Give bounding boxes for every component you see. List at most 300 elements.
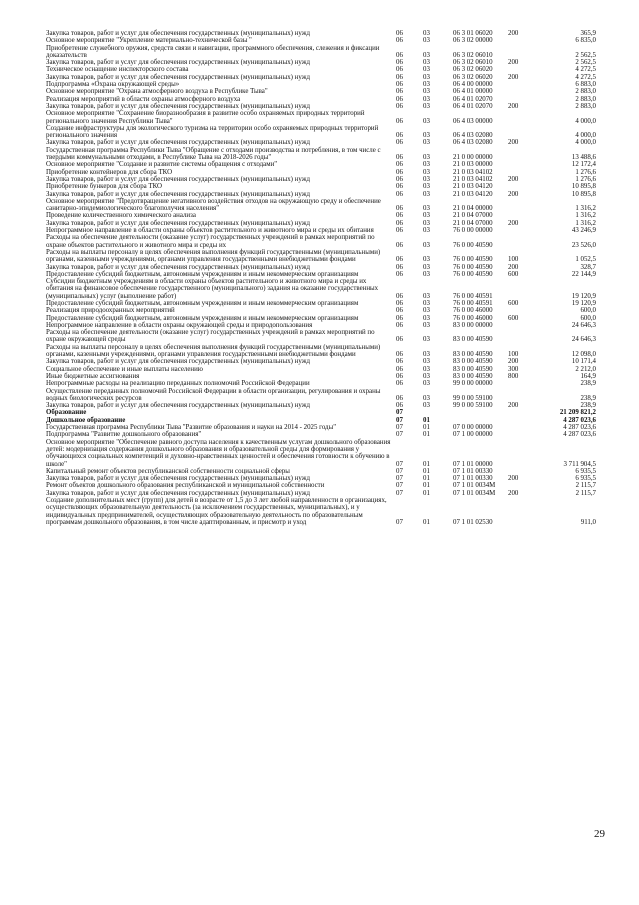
- expense-type-code: 200: [508, 489, 519, 497]
- row-name: Закупка товаров, работ и услуг для обеспечения государственных (муниципальных) нужд: [46, 73, 310, 81]
- subsection-code: 03: [423, 205, 430, 213]
- section-code: 06: [396, 102, 403, 110]
- table-row: [0, 366, 639, 373]
- amount: 10 171,4: [571, 358, 596, 366]
- subsection-code: 01: [423, 416, 430, 424]
- expense-type-code: 200: [508, 190, 519, 198]
- target-article-code: 99 0 00 59100: [453, 394, 493, 402]
- target-article-code: 76 0 00 40590: [453, 256, 493, 264]
- subsection-code: 03: [423, 88, 430, 96]
- table-row: [0, 300, 639, 307]
- target-article-code: 07 1 00 00000: [453, 431, 493, 439]
- amount: 4 287 023,6: [563, 416, 596, 424]
- row-name: Приобретение служебного оружия, средств связи и навигации, программного обеспечения, слежения и фиксации доказательств: [46, 44, 380, 59]
- target-article-code: 76 0 00 46000: [453, 314, 493, 322]
- table-row: [0, 497, 639, 526]
- row-name: Непрограммное направление в области охраны окружающей среды и природопользования: [46, 321, 313, 329]
- table-row: [0, 475, 639, 482]
- row-name: Основное мероприятие "Охрана атмосферного воздуха в Республике Тыва": [46, 88, 268, 96]
- target-article-code: 07 0 00 00000: [453, 424, 493, 432]
- subsection-code: 03: [423, 365, 430, 373]
- section-code: 06: [396, 299, 403, 307]
- target-article-code: 76 0 00 40590: [453, 263, 493, 271]
- section-code: 07: [396, 518, 403, 526]
- budget-table: [0, 30, 639, 526]
- amount: 21 209 821,2: [559, 409, 596, 417]
- table-row: [0, 176, 639, 183]
- amount: 22 144,9: [571, 270, 596, 278]
- row-name: Образование: [46, 409, 87, 417]
- amount: 10 895,8: [571, 190, 596, 198]
- amount: 19 120,9: [571, 292, 596, 300]
- target-article-code: 07 1 01 02530: [453, 518, 493, 526]
- subsection-code: 03: [423, 241, 430, 249]
- section-code: 06: [396, 241, 403, 249]
- table-row: [0, 409, 639, 416]
- row-name: Закупка товаров, работ и услуг для обеспечения государственных (муниципальных) нужд: [46, 175, 310, 183]
- amount: 2 115,7: [575, 489, 596, 497]
- target-article-code: 06 3 02 06020: [453, 66, 493, 74]
- amount: 4 000,0: [575, 139, 596, 147]
- section-code: 06: [396, 270, 403, 278]
- amount: 164,9: [580, 372, 596, 380]
- table-row: [0, 234, 639, 249]
- subsection-code: 03: [423, 66, 430, 74]
- row-name: Государственная программа Республики Тыва "Развитие образования и науки на 2014 - 2025 годы": [46, 424, 337, 432]
- table-row: [0, 468, 639, 475]
- section-code: 06: [396, 161, 403, 169]
- section-code: 07: [396, 424, 403, 432]
- table-row: [0, 96, 639, 103]
- target-article-code: 06 4 01 02070: [453, 95, 493, 103]
- amount: 1 316,2: [575, 205, 596, 213]
- target-article-code: 83 0 00 40590: [453, 358, 493, 366]
- row-name: Расходы на обеспечение деятельности (оказание услуг) государственных учреждений в рамках мероприятий по охране объектов растительного и животного мира и среды их: [46, 234, 375, 249]
- row-name: Государственная программа Республики Тыва "Обращение с отходами производства и потребления, в том числе с твердыми коммунальными отходами, в Республике Тыва на 2018-2026 годы": [46, 146, 381, 162]
- target-article-code: 07 1 01 00330: [453, 475, 493, 483]
- row-name: Закупка товаров, работ и услуг для обеспечения государственных (муниципальных) нужд: [46, 475, 310, 483]
- amount: 1 276,6: [575, 175, 596, 183]
- expense-type-code: 300: [508, 365, 519, 373]
- amount: 43 246,9: [571, 227, 596, 235]
- target-article-code: 76 0 00 40590: [453, 270, 493, 278]
- section-code: 06: [396, 292, 403, 300]
- row-name: Реализация природоохранных мероприятий: [46, 307, 175, 315]
- amount: 2 115,7: [575, 482, 596, 490]
- target-article-code: 06 4 01 02070: [453, 102, 493, 110]
- row-name: Создание дополнительных мест (групп) для детей в возрасте от 1,5 до 3 лет любой направленности в организациях, осуществляющих образовательную деятельность (за исключением государственных, муниципальных), и у индивидуальных предпринимателей, осуществляющих образовательную деятельность по образовательным программам дошкольного образования, в том числе адаптированным, и присмотр и уход: [46, 497, 387, 526]
- subsection-code: 03: [423, 190, 430, 198]
- row-name: Расходы на выплаты персоналу в целях обеспечения выполнения функций государственными (муниципальными) органами, казенными учреждениями, органами управления государственными внебюджетными фондами: [46, 343, 381, 359]
- subsection-code: 01: [423, 518, 430, 526]
- amount: 1 276,6: [575, 168, 596, 176]
- amount: 911,0: [580, 518, 596, 526]
- target-article-code: 83 0 00 40590: [453, 336, 493, 344]
- section-code: 07: [396, 431, 403, 439]
- expense-type-code: 200: [508, 175, 519, 183]
- subsection-code: 03: [423, 154, 430, 162]
- subsection-code: 03: [423, 117, 430, 125]
- row-name: Закупка товаров, работ и услуг для обеспечения государственных (муниципальных) нужд: [46, 190, 310, 198]
- amount: 2 883,0: [575, 102, 596, 110]
- target-article-code: 06 4 03 02080: [453, 139, 493, 147]
- section-code: 06: [396, 132, 403, 140]
- row-name: Закупка товаров, работ и услуг для обеспечения государственных (муниципальных) нужд: [46, 59, 310, 67]
- subsection-code: 03: [423, 227, 430, 235]
- expense-type-code: 200: [508, 358, 519, 366]
- amount: 12 098,0: [571, 351, 596, 359]
- target-article-code: 21 0 03 04102: [453, 168, 493, 176]
- section-code: 06: [396, 183, 403, 191]
- table-row: [0, 264, 639, 271]
- subsection-code: 03: [423, 321, 430, 329]
- target-article-code: 07 1 01 00000: [453, 460, 493, 468]
- table-row: [0, 183, 639, 190]
- amount: 3 711 904,5: [563, 460, 596, 468]
- section-code: 06: [396, 59, 403, 67]
- table-row: [0, 74, 639, 81]
- table-row: [0, 30, 639, 37]
- subsection-code: 03: [423, 307, 430, 315]
- table-row: [0, 307, 639, 314]
- table-row: [0, 424, 639, 431]
- row-name: Проведение количественного химического анализа: [46, 212, 196, 220]
- expense-type-code: 200: [508, 475, 519, 483]
- expense-type-code: 200: [508, 73, 519, 81]
- row-name: Расходы на выплаты персоналу в целях обеспечения выполнения функций государственными (муниципальными) органами, казенными учреждениями, органами управления государственными внебюджетными фондами: [46, 248, 381, 264]
- target-article-code: 06 3 01 06020: [453, 30, 493, 37]
- row-name: Субсидии бюджетным учреждениям в области охраны объектов растительного и животного мира и среды их обитания на финансовое обеспечение государственного (муниципального) задания на оказание государственных (муниципальных) услуг (выполнение работ): [46, 278, 379, 300]
- subsection-code: 03: [423, 256, 430, 264]
- table-row: [0, 66, 639, 73]
- subsection-code: 01: [423, 482, 430, 490]
- target-article-code: 83 0 00 40590: [453, 351, 493, 359]
- table-row: [0, 110, 639, 125]
- subsection-code: 03: [423, 263, 430, 271]
- section-code: 07: [396, 467, 403, 475]
- table-row: [0, 147, 639, 162]
- row-name: Подпрограмма «Охрана окружающей среды»: [46, 81, 180, 89]
- row-name: Реализация мероприятий в области охраны атмосферного воздуха: [46, 95, 241, 103]
- subsection-code: 01: [423, 489, 430, 497]
- subsection-code: 03: [423, 139, 430, 147]
- row-name: Социальное обеспечение и иные выплаты населению: [46, 365, 203, 373]
- subsection-code: 03: [423, 102, 430, 110]
- section-code: 06: [396, 37, 403, 45]
- subsection-code: 03: [423, 51, 430, 59]
- section-code: 06: [396, 372, 403, 380]
- table-row: [0, 191, 639, 198]
- section-code: 06: [396, 73, 403, 81]
- section-code: 06: [396, 117, 403, 125]
- table-row: [0, 139, 639, 146]
- table-row: [0, 315, 639, 322]
- table-row: [0, 388, 639, 403]
- subsection-code: 03: [423, 168, 430, 176]
- target-article-code: 83 0 00 40590: [453, 365, 493, 373]
- target-article-code: 06 3 02 00000: [453, 37, 493, 45]
- target-article-code: 06 4 03 02080: [453, 132, 493, 140]
- row-name: Непрограммное направление в области охраны объектов растительного и животного мира и среды их обитания: [46, 227, 374, 235]
- row-name: Закупка товаров, работ и услуг для обеспечения государственных (муниципальных) нужд: [46, 219, 310, 227]
- target-article-code: 21 0 03 00000: [453, 161, 493, 169]
- amount: 1 052,5: [575, 256, 596, 264]
- table-row: [0, 344, 639, 359]
- row-name: Закупка товаров, работ и услуг для обеспечения государственных (муниципальных) нужд: [46, 263, 310, 271]
- section-code: 06: [396, 351, 403, 359]
- row-name: Закупка товаров, работ и услуг для обеспечения государственных (муниципальных) нужд: [46, 102, 310, 110]
- amount: 4 287 023,6: [563, 431, 596, 439]
- target-article-code: 07 1 01 0034М: [453, 489, 496, 497]
- expense-type-code: 100: [508, 351, 519, 359]
- subsection-code: 03: [423, 59, 430, 67]
- subsection-code: 03: [423, 292, 430, 300]
- amount: 328,7: [580, 263, 596, 271]
- section-code: 06: [396, 212, 403, 220]
- table-row: [0, 431, 639, 438]
- amount: 600,0: [580, 307, 596, 315]
- amount: 1 316,2: [575, 219, 596, 227]
- subsection-code: 03: [423, 212, 430, 220]
- expense-type-code: 800: [508, 372, 519, 380]
- row-name: Основное мероприятие "Обеспечение равного доступа населения к качественным услугам дошкольного образования детей: модернизация содержания дошкольного образования и образовательной среды для формирования у обучающихся социальных компетенций и духовно-нравственных ценностей и обеспечения готовности к обучению в школе": [46, 438, 391, 468]
- table-row: [0, 88, 639, 95]
- subsection-code: 03: [423, 299, 430, 307]
- target-article-code: 06 4 01 00000: [453, 88, 493, 96]
- table-row: [0, 329, 639, 344]
- section-code: 07: [396, 416, 403, 424]
- amount: 2 883,0: [575, 88, 596, 96]
- amount: 2 212,0: [575, 365, 596, 373]
- subsection-code: 03: [423, 161, 430, 169]
- row-name: Приобретение бункеров для сбора ТКО: [46, 183, 163, 191]
- table-row: [0, 81, 639, 88]
- table-row: [0, 358, 639, 365]
- section-code: 06: [396, 336, 403, 344]
- subsection-code: 03: [423, 372, 430, 380]
- row-name: Дошкольное образование: [46, 416, 126, 424]
- row-name: Иные бюджетные ассигнования: [46, 372, 140, 380]
- expense-type-code: 200: [508, 402, 519, 410]
- subsection-code: 03: [423, 30, 430, 37]
- subsection-code: 01: [423, 424, 430, 432]
- amount: 238,9: [580, 394, 596, 402]
- table-row: [0, 59, 639, 66]
- subsection-code: 03: [423, 73, 430, 81]
- row-name: Закупка товаров, работ и услуг для обеспечения государственных (муниципальных) нужд: [46, 489, 310, 497]
- amount: 23 526,0: [571, 241, 596, 249]
- table-row: [0, 227, 639, 234]
- target-article-code: 06 4 03 00000: [453, 117, 493, 125]
- target-article-code: 06 3 02 06010: [453, 59, 493, 67]
- section-code: 06: [396, 314, 403, 322]
- target-article-code: 21 0 00 00000: [453, 154, 493, 162]
- table-row: [0, 278, 639, 300]
- target-article-code: 76 0 00 40591: [453, 292, 493, 300]
- amount: 4 272,5: [575, 73, 596, 81]
- target-article-code: 07 1 01 00330: [453, 467, 493, 475]
- target-article-code: 76 0 00 40590: [453, 241, 493, 249]
- row-name: Приобретение контейнеров для сбора ТКО: [46, 168, 173, 176]
- amount: 6 935,5: [575, 475, 596, 483]
- target-article-code: 21 0 03 04120: [453, 190, 493, 198]
- target-article-code: 83 0 00 00000: [453, 321, 493, 329]
- table-row: [0, 439, 639, 468]
- amount: 2 562,5: [575, 59, 596, 67]
- table-row: [0, 37, 639, 44]
- table-row: [0, 220, 639, 227]
- row-name: Создание инфраструктуры для экологического туризма на территории особо охраняемых природных территорий регионального значения: [46, 124, 379, 140]
- section-code: 07: [396, 489, 403, 497]
- subsection-code: 03: [423, 380, 430, 388]
- section-code: 06: [396, 30, 403, 37]
- row-name: Непрограммные расходы на реализацию переданных полномочий Российской Федерации: [46, 380, 310, 388]
- table-row: [0, 125, 639, 140]
- amount: 238,9: [580, 380, 596, 388]
- expense-type-code: 200: [508, 102, 519, 110]
- section-code: 06: [396, 168, 403, 176]
- amount: 13 488,6: [571, 154, 596, 162]
- section-code: 06: [396, 263, 403, 271]
- section-code: 06: [396, 175, 403, 183]
- section-code: 07: [396, 409, 403, 417]
- section-code: 07: [396, 475, 403, 483]
- subsection-code: 01: [423, 467, 430, 475]
- expense-type-code: 200: [508, 263, 519, 271]
- page-number: 29: [594, 828, 605, 840]
- table-row: [0, 322, 639, 329]
- row-name: Закупка товаров, работ и услуг для обеспечения государственных (муниципальных) нужд: [46, 139, 310, 147]
- subsection-code: 03: [423, 95, 430, 103]
- target-article-code: 21 0 04 07000: [453, 212, 493, 220]
- subsection-code: 01: [423, 431, 430, 439]
- amount: 12 172,4: [571, 161, 596, 169]
- expense-type-code: 200: [508, 219, 519, 227]
- table-row: [0, 198, 639, 213]
- section-code: 06: [396, 88, 403, 96]
- section-code: 06: [396, 227, 403, 235]
- row-name: Предоставление субсидий бюджетным, автономным учреждениям и иным некоммерческим организациям: [46, 299, 359, 307]
- table-row: [0, 249, 639, 264]
- table-row: [0, 402, 639, 409]
- row-name: Основное мероприятие "Сохранение биоразнообразия в развитие особо охраняемых природных территорий регионального значения Республики Тыва": [46, 110, 365, 125]
- subsection-code: 03: [423, 132, 430, 140]
- subsection-code: 03: [423, 219, 430, 227]
- table-row: [0, 490, 639, 497]
- target-article-code: 76 0 00 40591: [453, 299, 493, 307]
- section-code: 06: [396, 394, 403, 402]
- section-code: 06: [396, 358, 403, 366]
- section-code: 06: [396, 205, 403, 213]
- expense-type-code: 600: [508, 270, 519, 278]
- subsection-code: 03: [423, 358, 430, 366]
- table-row: [0, 103, 639, 110]
- target-article-code: 06 4 00 00000: [453, 81, 493, 89]
- expense-type-code: 200: [508, 30, 519, 37]
- amount: 238,9: [580, 402, 596, 410]
- subsection-code: 03: [423, 37, 430, 45]
- row-name: Основное мероприятие "Предотвращение негативного воздействия отходов на окружающую среду и обеспечение санитарно-эпидемиологического благополучия населения": [46, 197, 381, 213]
- amount: 4 287 023,6: [563, 424, 596, 432]
- row-name: Подпрограмма "Развитие дошкольного образования": [46, 431, 202, 439]
- amount: 2 883,0: [575, 95, 596, 103]
- subsection-code: 03: [423, 175, 430, 183]
- amount: 2 562,5: [575, 51, 596, 59]
- row-name: Осуществление переданных полномочий Российской Федерации в области организации, регулирования и охраны водных биологических ресурсов: [46, 387, 381, 402]
- section-code: 07: [396, 482, 403, 490]
- subsection-code: 03: [423, 351, 430, 359]
- expense-type-code: 200: [508, 139, 519, 147]
- row-name: Основное мероприятие "Укрепление материально-технической базы ": [46, 37, 252, 45]
- table-row: [0, 161, 639, 168]
- section-code: 06: [396, 139, 403, 147]
- table-row: [0, 482, 639, 489]
- amount: 24 646,3: [571, 321, 596, 329]
- section-code: 06: [396, 402, 403, 410]
- row-name: Предоставление субсидий бюджетным, автономным учреждениям и иным некоммерческим организациям: [46, 270, 359, 278]
- amount: 1 316,2: [575, 212, 596, 220]
- section-code: 06: [396, 81, 403, 89]
- expense-type-code: 100: [508, 256, 519, 264]
- target-article-code: 21 0 04 07000: [453, 219, 493, 227]
- target-article-code: 99 0 00 00000: [453, 380, 493, 388]
- subsection-code: 03: [423, 394, 430, 402]
- section-code: 06: [396, 95, 403, 103]
- subsection-code: 01: [423, 460, 430, 468]
- row-name: Предоставление субсидий бюджетным, автономным учреждениям и иным некоммерческим организациям: [46, 314, 359, 322]
- section-code: 06: [396, 154, 403, 162]
- table-row: [0, 169, 639, 176]
- amount: 6 935,5: [575, 467, 596, 475]
- target-article-code: 06 3 02 06010: [453, 51, 493, 59]
- section-code: 06: [396, 66, 403, 74]
- amount: 4 000,0: [575, 132, 596, 140]
- amount: 6 883,0: [575, 81, 596, 89]
- table-row: [0, 380, 639, 387]
- row-name: Закупка товаров, работ и услуг для обеспечения государственных (муниципальных) нужд: [46, 358, 310, 366]
- amount: 4 272,5: [575, 66, 596, 74]
- subsection-code: 03: [423, 183, 430, 191]
- section-code: 06: [396, 51, 403, 59]
- expense-type-code: 600: [508, 314, 519, 322]
- target-article-code: 06 3 02 06020: [453, 73, 493, 81]
- target-article-code: 83 0 00 40590: [453, 372, 493, 380]
- row-name: Закупка товаров, работ и услуг для обеспечения государственных (муниципальных) нужд: [46, 30, 310, 37]
- row-name: Ремонт объектов дошкольного образования республиканской и муниципальной собственности: [46, 482, 325, 490]
- table-row: [0, 45, 639, 60]
- section-code: 07: [396, 460, 403, 468]
- target-article-code: 76 0 00 00000: [453, 227, 493, 235]
- section-code: 06: [396, 365, 403, 373]
- amount: 365,9: [580, 30, 596, 37]
- table-row: [0, 417, 639, 424]
- table-row: [0, 271, 639, 278]
- subsection-code: 03: [423, 402, 430, 410]
- row-name: Закупка товаров, работ и услуг для обеспечения государственных (муниципальных) нужд: [46, 402, 310, 410]
- row-name: Расходы на обеспечение деятельности (оказание услуг) государственных учреждений в рамках мероприятий по охране окружающей среды: [46, 329, 375, 344]
- target-article-code: 99 0 00 59100: [453, 402, 493, 410]
- subsection-code: 03: [423, 314, 430, 322]
- expense-type-code: 600: [508, 299, 519, 307]
- target-article-code: 21 0 04 00000: [453, 205, 493, 213]
- section-code: 06: [396, 256, 403, 264]
- section-code: 06: [396, 321, 403, 329]
- amount: 4 000,0: [575, 117, 596, 125]
- subsection-code: 03: [423, 81, 430, 89]
- row-name: Основное мероприятие "Создание и развитие системы обращения с отходами": [46, 161, 278, 169]
- subsection-code: 01: [423, 475, 430, 483]
- section-code: 06: [396, 380, 403, 388]
